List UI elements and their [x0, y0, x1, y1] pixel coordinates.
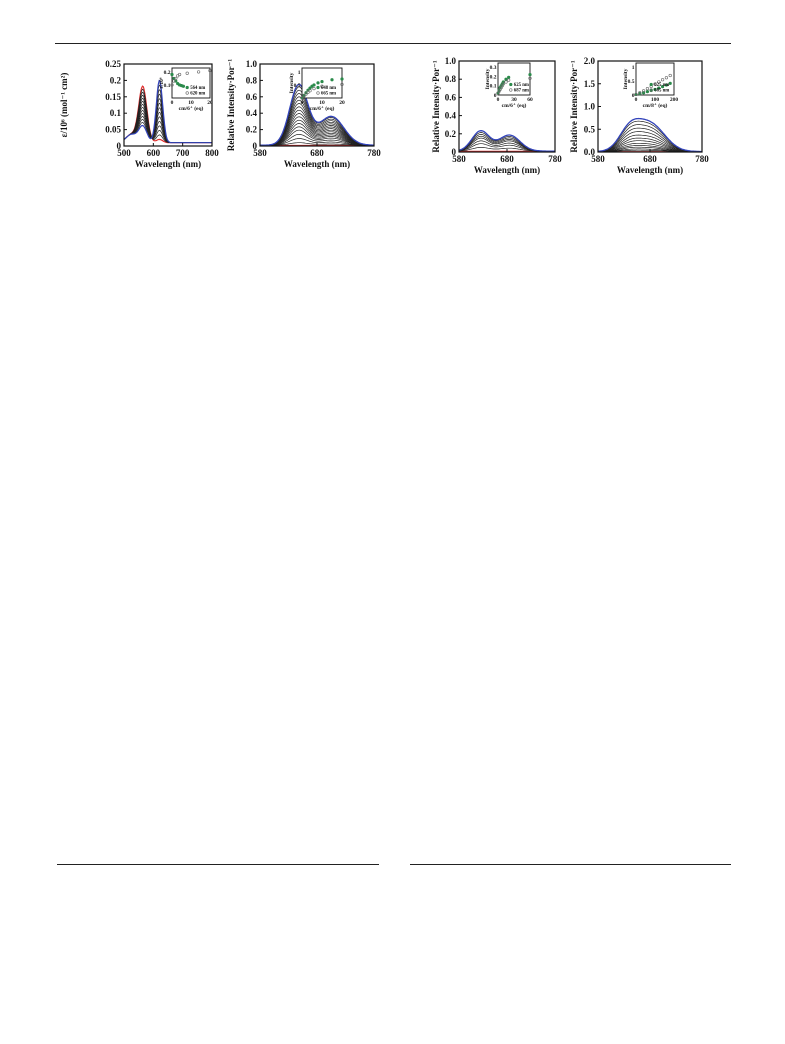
y-tick-label: 0.1: [109, 108, 121, 119]
x-tick-label: 780: [695, 154, 709, 164]
x-axis-label: Wavelength (nm): [473, 165, 541, 175]
inset-x-tick-label: 10: [188, 100, 194, 106]
y-tick-label: 2.0: [583, 56, 595, 66]
y-tick-label: 1.0: [583, 101, 595, 112]
x-tick-label: 580: [452, 154, 466, 164]
x-tick-label: 680: [310, 148, 324, 158]
inset-data-point: [669, 82, 672, 85]
inset-legend-label: 687 nm: [513, 88, 529, 94]
inset-y-tick-label: 0: [493, 93, 497, 99]
y-axis-label: Relative Intensity·Por⁻¹: [226, 58, 236, 152]
inset-legend-label: 625 nm: [513, 83, 529, 88]
absorption-titration-chart: [60, 48, 225, 178]
inset-y-tick-label: 0.2: [489, 74, 497, 81]
y-tick-label: 0.8: [245, 75, 257, 86]
emission-titration-chart-a: [226, 48, 381, 178]
inset-data-point: [505, 78, 508, 81]
inset-plot: [289, 68, 345, 112]
inset-y-axis-label: Intensity: [289, 72, 295, 94]
inset-y-axis-label: Intensity: [623, 68, 629, 90]
y-tick-label: 0.6: [245, 91, 257, 102]
inset-y-axis-label: ε/10⁶: [159, 77, 165, 89]
inset-plot: [623, 63, 678, 109]
inset-x-tick-label: 0: [170, 100, 174, 106]
inset-legend-label: 685 nm: [654, 88, 670, 94]
spectrum-curve: [124, 92, 212, 142]
x-tick-label: 680: [643, 154, 657, 164]
y-tick-label: 0: [116, 141, 121, 151]
x-tick-label: 780: [548, 154, 562, 164]
inset-legend-marker: [510, 83, 513, 86]
inset-data-point: [171, 73, 174, 76]
inset-data-point: [529, 73, 532, 76]
inset-x-tick-label: 0: [300, 100, 304, 106]
inset-data-point: [321, 80, 324, 83]
inset-x-tick-label: 100: [650, 97, 660, 103]
y-tick-label: 0.05: [105, 124, 121, 135]
y-tick-label: 0.8: [444, 74, 456, 85]
inset-legend-label: 648 nm: [321, 86, 337, 91]
x-tick-label: 800: [205, 148, 219, 158]
inset-x-tick-label: 30: [511, 97, 517, 103]
y-tick-label: 0: [451, 147, 456, 157]
curves-group: [598, 119, 702, 152]
inset-data-point: [507, 76, 510, 79]
inset-x-axis-label: cm/6⁺ (eq): [309, 106, 335, 112]
y-tick-label: 0.2: [109, 75, 121, 86]
inset-data-point: [341, 78, 344, 81]
x-tick-label: 780: [367, 148, 381, 158]
y-tick-label: 0.2: [245, 124, 257, 135]
inset-data-point: [182, 85, 185, 88]
inset-y-tick-label: 0.3: [489, 65, 497, 72]
emission-titration-chart-c: [570, 55, 710, 180]
footnote-rule-right: [410, 864, 731, 865]
spectrum-curve: [260, 91, 374, 146]
y-tick-label: 0.2: [444, 128, 456, 139]
inset-plot: [159, 68, 213, 112]
y-tick-label: 1.5: [583, 78, 595, 89]
inset-x-tick-label: 20: [207, 100, 213, 106]
y-tick-label: 0.25: [105, 59, 121, 69]
inset-y-tick-label: 1: [631, 65, 635, 72]
inset-y-tick-label: 0.1: [489, 83, 497, 90]
y-tick-label: 0.4: [444, 110, 456, 121]
inset-legend-marker: [317, 86, 320, 89]
x-axis-label: Wavelength (nm): [134, 159, 202, 169]
x-tick-label: 580: [253, 148, 267, 158]
inset-x-tick-label: 0: [634, 97, 638, 103]
curves-group: [459, 131, 555, 151]
footnote-rule-left: [57, 864, 379, 865]
inset-data-point: [313, 84, 316, 87]
x-axis-label: Wavelength (nm): [616, 165, 684, 175]
inset-y-tick-label: 0.5: [293, 82, 301, 89]
inset-x-axis-label: cm/8⁺ (eq): [642, 103, 668, 109]
y-tick-label: 0.5: [583, 124, 595, 135]
inset-legend-marker: [650, 83, 653, 86]
inset-y-tick-label: 1: [297, 69, 301, 76]
inset-legend-label: 620 nm: [190, 91, 206, 97]
y-tick-label: 0.15: [105, 91, 121, 102]
inset-y-axis-label: Intensity: [485, 68, 491, 90]
inset-legend-label: 564 nm: [190, 86, 206, 91]
page-header-rule: [55, 43, 731, 44]
x-tick-label: 700: [175, 148, 190, 158]
inset-data-point: [317, 82, 320, 85]
inset-legend-label: 665 nm: [321, 91, 337, 97]
inset-x-axis-label: cm/6⁺ (eq): [501, 103, 527, 109]
y-axis-label: Relative Intensity·Por⁻¹: [569, 60, 579, 153]
x-axis-label: Wavelength (nm): [283, 159, 351, 169]
y-tick-label: 1.0: [245, 59, 257, 69]
y-tick-label: 0: [252, 141, 257, 151]
y-tick-label: 0.4: [245, 108, 257, 119]
x-tick-label: 580: [591, 154, 605, 164]
inset-plot: [485, 63, 533, 109]
inset-data-point: [331, 78, 334, 81]
inset-legend-marker: [186, 86, 189, 89]
y-tick-label: 0.6: [444, 92, 456, 103]
inset-legend-label: 625 nm: [654, 83, 670, 88]
y-tick-label: 1.0: [444, 56, 456, 66]
inset-y-tick-label: 0: [631, 93, 635, 99]
inset-x-tick-label: 20: [339, 100, 345, 106]
inset-x-axis-label: cm/6⁺ (eq): [178, 106, 204, 112]
inset-y-tick-label: 0.2: [163, 69, 171, 76]
emission-titration-chart-b: [432, 55, 562, 180]
y-axis-label: ε/10⁶ (mol⁻¹ cm²): [59, 72, 69, 138]
inset-x-tick-label: 0: [496, 97, 500, 103]
inset-x-tick-label: 10: [319, 100, 325, 106]
x-tick-label: 600: [146, 148, 161, 158]
y-axis-label: Relative Intensity·Por⁻¹: [431, 60, 441, 153]
inset-x-tick-label: 200: [669, 97, 679, 103]
inset-x-tick-label: 60: [527, 97, 533, 103]
x-tick-label: 500: [117, 148, 131, 158]
inset-y-tick-label: 0.1: [163, 82, 171, 89]
x-tick-label: 680: [500, 154, 514, 164]
inset-y-tick-label: 0.5: [627, 79, 635, 86]
spectrum-curve: [124, 95, 212, 142]
y-tick-label: 0.0: [583, 147, 595, 157]
inset-data-point: [646, 90, 649, 93]
